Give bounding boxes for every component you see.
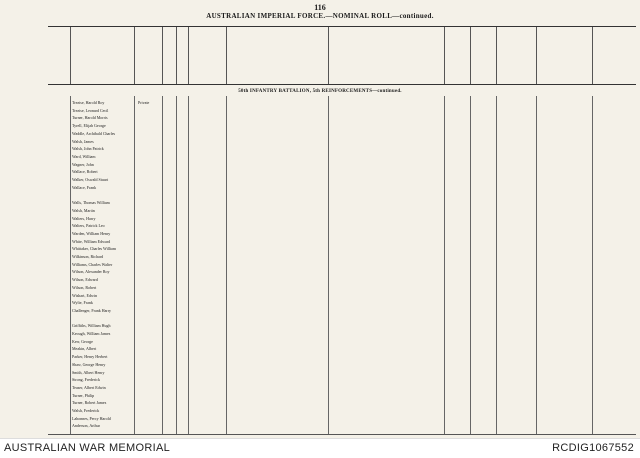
column-header (536, 27, 593, 84)
soldier-name: Meakin, Albert (72, 346, 97, 352)
soldier-name: Walsh, James (72, 138, 94, 144)
soldier-name: Wylie, Frank (72, 300, 93, 306)
next-of-kin (330, 421, 442, 430)
soldier-name: Parker, Henry Herbert (72, 354, 108, 360)
table-header (48, 26, 636, 85)
soldier-name: Wilson, Alexander Roy (72, 269, 110, 275)
section-heading: 50th INFANTRY BATTALION, 5th REINFORCEMENTS—continued. (238, 89, 402, 94)
soldier-name: Walsh, Martin (72, 207, 95, 213)
nominal-roll-table (48, 96, 636, 435)
soldier-name: Shaw, George Henry (72, 361, 106, 367)
soldier-name: Wishart, Edwin (72, 292, 97, 298)
rank (138, 421, 162, 430)
soldier-name: Ward, William (72, 153, 96, 159)
soldier-name: Wilson, Edward (72, 277, 98, 283)
soldier-name: Turner, Harold Morris (72, 115, 108, 121)
soldier-name: Williams, Charles Walter (72, 261, 113, 267)
soldier-name: Challenger, Frank Harry (72, 307, 112, 313)
soldier-name: Strong, Frederick (72, 377, 100, 383)
pay-allotment (538, 421, 590, 430)
enlistment-date (472, 421, 494, 430)
soldier-name: Trezise, Leonard Cecil (72, 107, 109, 113)
soldier-name: Wallace, Frank (72, 184, 97, 190)
soldier-name: Wilkinson, Richard (72, 254, 104, 259)
column-header (592, 27, 636, 84)
soldier-name: Griffiths, William Hugh (72, 323, 111, 329)
column-header (328, 27, 445, 84)
soldier-name: Trezise, Harold Roy (72, 100, 105, 105)
rank: Private (138, 100, 150, 105)
soldier-name: Walsh, Frederick (72, 408, 100, 413)
soldier-name: Waddle, Archibald Charles (72, 130, 116, 136)
column-header (188, 27, 227, 84)
remarks (596, 421, 636, 430)
soldier-name: Lahonnes, Percy Harold (72, 415, 111, 421)
marital-status (178, 421, 188, 430)
soldier-name: Wilson, Robert (72, 284, 97, 290)
soldier-name: Teaser, Albert Edwin (72, 384, 106, 390)
soldier-name: Walters, Harry (72, 215, 96, 221)
trade (190, 421, 224, 430)
column-header (470, 27, 497, 84)
footer-bar (0, 438, 640, 458)
soldier-name: Wagner, John (72, 161, 94, 167)
column-header (48, 27, 71, 84)
column-header (496, 27, 537, 84)
soldier-name: Warden, William Henry (72, 230, 111, 236)
age (164, 421, 176, 430)
column-header (70, 27, 135, 84)
column-header (444, 27, 471, 84)
soldier-name: Turner, Robert James (72, 400, 107, 406)
column-header (134, 27, 163, 84)
soldier-name: Keough, William James (72, 331, 111, 336)
column-header (226, 27, 329, 84)
soldier-name: Walters, Patrick Leo (72, 223, 105, 229)
footer-record-id: RCDIG1067552 (552, 442, 634, 454)
page-number: 116 (314, 3, 326, 12)
table-row (48, 421, 636, 430)
soldier-name: Walker, Oswald Stuart (72, 177, 109, 182)
footer-source-label: AUSTRALIAN WAR MEMORIAL (4, 442, 171, 454)
soldier-name: Kerr, George (72, 338, 93, 344)
embarkation (498, 421, 534, 430)
soldier-name: Walsh, John Patrick (72, 146, 104, 152)
religion (446, 421, 468, 430)
soldier-name: Walls, Thomas William (72, 200, 110, 206)
column-header (162, 27, 177, 84)
soldier-name: Tyrell, Elijah George (72, 123, 106, 129)
address (228, 421, 326, 430)
service-number (50, 421, 70, 430)
soldier-name: Wallace, Robert (72, 169, 98, 175)
soldier-name: Anderson, Arthur (72, 423, 100, 429)
page-title: AUSTRALIAN IMPERIAL FORCE.—NOMINAL ROLL—continued. (206, 12, 434, 20)
soldier-name: Smith, Albert Henry (72, 369, 105, 375)
soldier-name: White, William Edward (72, 238, 111, 244)
soldier-name: Whittaker, Charles William (72, 246, 116, 252)
soldier-name: Turner, Philip (72, 392, 95, 398)
